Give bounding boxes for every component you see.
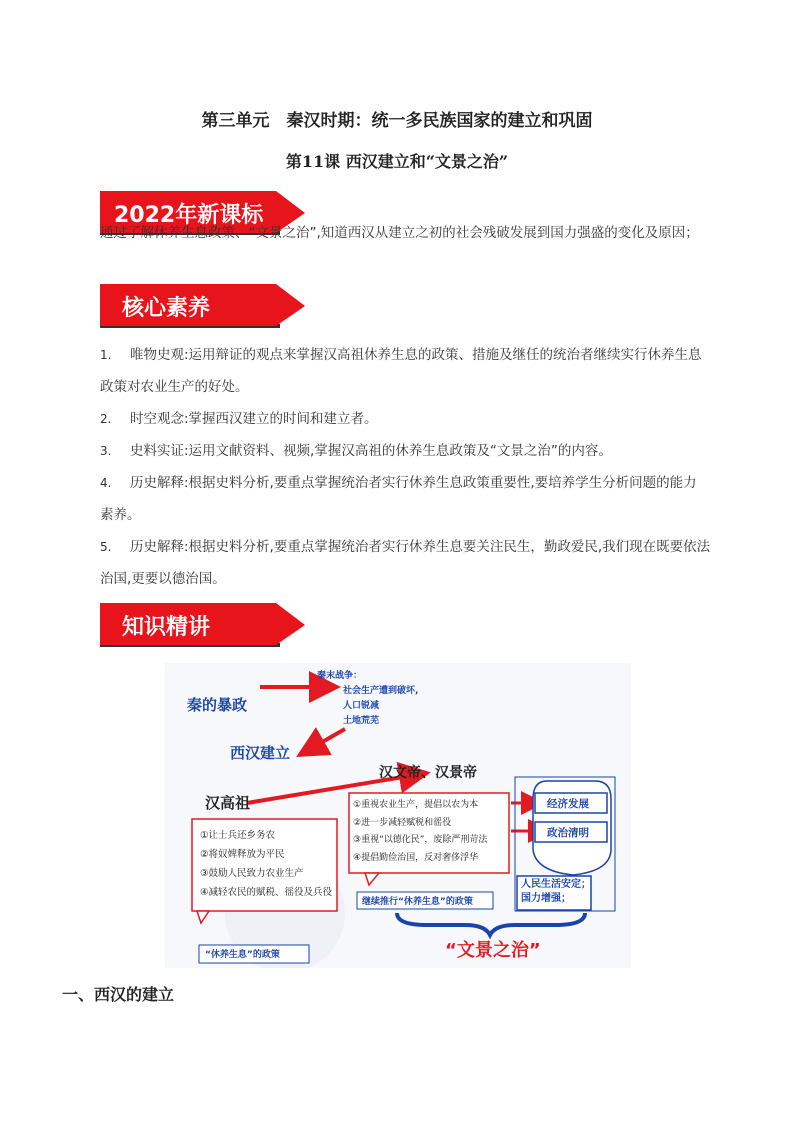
- lesson-title: 第11课 西汉建立和“文景之治”: [285, 152, 509, 171]
- item-number: 3.: [100, 444, 112, 458]
- banner-knowledge-label: 知识精讲: [122, 615, 211, 640]
- literacy-item: [100, 467, 720, 499]
- gaozu-policy: ①让士兵还乡务农: [200, 830, 276, 841]
- wenjing-label: 汉文帝、汉景帝: [379, 765, 477, 781]
- qin-tyranny-label: 秦的暴政: [187, 696, 248, 714]
- gaozu-policy: ③鼓励人民致力农业生产: [200, 868, 304, 879]
- qin-war-line: 社会生产遭到破坏,: [343, 686, 419, 696]
- continue-caption: 继续推行“休养生息”的政策: [362, 897, 473, 907]
- literacy-item: [100, 339, 720, 371]
- banner-new-standard-label: 2022年新课标: [114, 203, 264, 228]
- item-text: 历史解释:根据史料分析,要重点掌握统治者实行休养生息政策重要性,要培养学生分析问题的能力: [130, 475, 697, 491]
- western-han-label: 西汉建立: [230, 744, 291, 762]
- results-list: [521, 878, 591, 906]
- item-text: 历史解释:根据史料分析,要重点掌握统治者实行休养生息要关注民生，勤政爱民,我们现在既要依法: [130, 539, 711, 555]
- qin-war-title: 秦末战争：: [317, 671, 363, 681]
- gaozu-policy: ④减轻农民的赋税、徭役及兵役: [200, 887, 333, 898]
- economy-label: 经济发展: [547, 798, 589, 810]
- arrow-war-to-han: [310, 729, 345, 749]
- banner-core-literacy-label: 核心素养: [122, 296, 211, 321]
- literacy-item-continued: 素养。: [100, 507, 141, 523]
- gaozu-policy: ②将奴婢释放为平民: [200, 849, 285, 860]
- literacy-item-continued: 治国,更要以德治国。: [100, 571, 226, 587]
- brace: [397, 913, 585, 935]
- item-number: 5.: [100, 540, 112, 554]
- item-text: 史料实证:运用文献资料、视频,掌握汉高祖的休养生息政策及“文景之治”的内容。: [130, 443, 612, 459]
- banner-core-literacy: [100, 284, 300, 328]
- item-text: 时空观念:掌握西汉建立的时间和建立者。: [130, 411, 378, 427]
- knowledge-diagram: [165, 663, 631, 968]
- item-number: 2.: [100, 412, 112, 426]
- banner-knowledge: [100, 603, 300, 647]
- wenjing-policy: ②进一步减轻赋税和徭役: [353, 817, 452, 828]
- unit-title: 第三单元 秦汉时期：统一多民族国家的建立和巩固: [201, 111, 593, 131]
- item-number: 4.: [100, 476, 112, 490]
- standard-text: 通过了解休养生息政策、“文景之治”,知道西汉从建立之初的社会残破发展到国力强盛的变化及原因；: [100, 225, 699, 241]
- result-line: 人民生活安定；: [521, 879, 591, 890]
- literacy-item-continued: 政策对农业生产的好处。: [100, 379, 249, 395]
- result-line: 国力增强；: [521, 893, 571, 904]
- wenjing-policy: ①重视农业生产，提倡以农为本: [353, 800, 479, 810]
- wenjing-policy: ③重视“以德化民”，废除严刑苛法: [353, 835, 488, 845]
- politics-label: 政治清明: [547, 827, 589, 839]
- item-text: 唯物史观:运用辩证的观点来掌握汉高祖休养生息的政策、措施及继任的统治者继续实行休养生息: [130, 347, 702, 363]
- gaozu-caption: “休养生息”的政策: [205, 950, 280, 960]
- section-heading: 一、西汉的建立: [62, 985, 175, 1004]
- wenjing-policy-list: [353, 797, 487, 867]
- qin-war-line: 人口锐减: [343, 701, 380, 711]
- qin-war-line: 土地荒芜: [343, 716, 380, 726]
- literacy-item: [100, 435, 720, 467]
- gaozu-policy-list: [200, 826, 332, 902]
- item-number: 1.: [100, 348, 112, 362]
- wenjing-rule-label: “文景之治”: [445, 940, 541, 961]
- gaozu-label: 汉高祖: [205, 794, 251, 812]
- wenjing-policy: ④提倡勤俭治国，反对奢侈浮华: [353, 852, 479, 863]
- literacy-item: [100, 403, 720, 435]
- literacy-item: [100, 531, 720, 563]
